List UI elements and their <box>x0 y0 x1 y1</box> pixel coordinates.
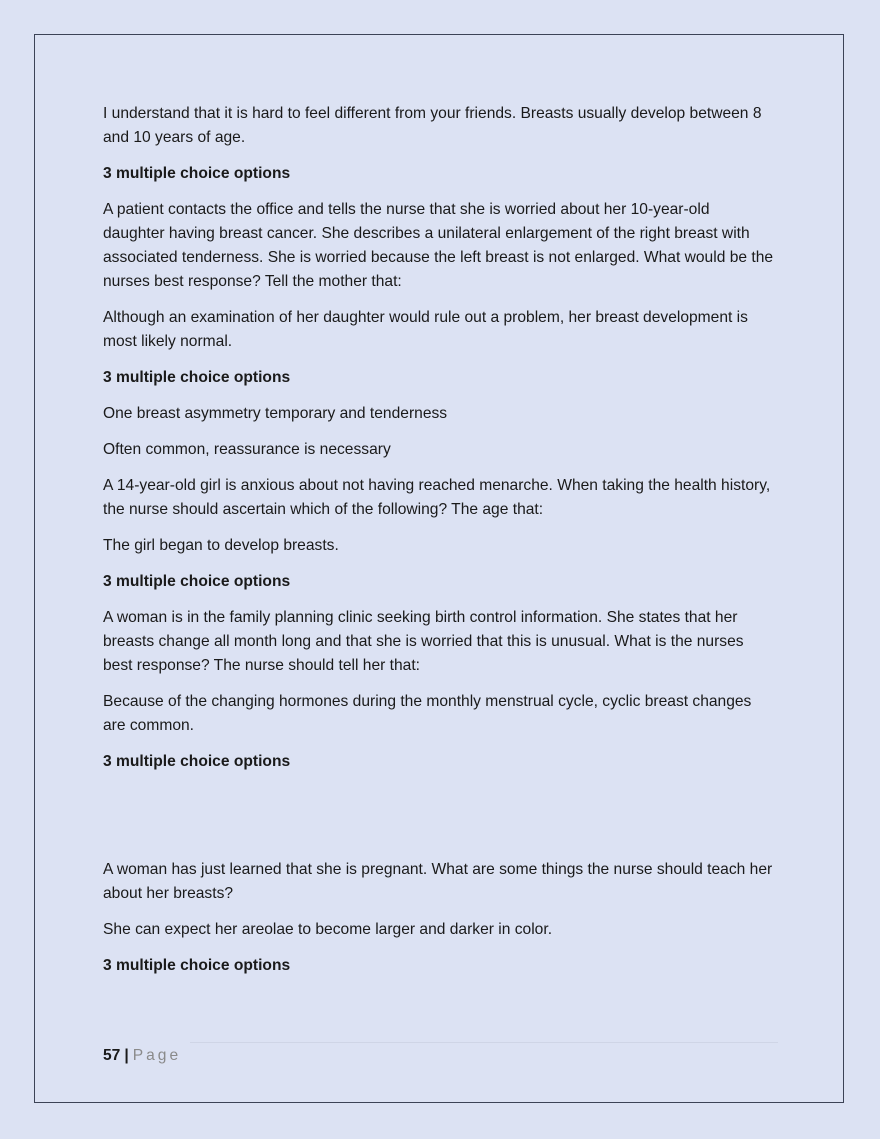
question-paragraph: A patient contacts the office and tells the nurse that she is worried about her 10-year-old daughter having breast cancer. She describes a unilateral enlargement of the right breast with associated tenderness. She is worried because the left breast is not enlarged. What would be the nurses best response? Tell the mother that: <box>103 201 774 290</box>
multiple-choice-label: 3 multiple choice options <box>103 369 291 386</box>
paragraph: I understand that it is hard to feel different from your friends. Breasts usually develop between 8 and 10 years of age. <box>103 105 762 146</box>
question-paragraph: A woman has just learned that she is pregnant. What are some things the nurse should teach her about her breasts? <box>103 861 773 902</box>
page-label: Page <box>132 1047 182 1064</box>
question-paragraph: A 14-year-old girl is anxious about not having reached menarche. When taking the health history, the nurse should ascertain which of the following? The age that: <box>103 477 771 518</box>
page-number: 57 <box>103 1047 121 1064</box>
multiple-choice-label: 3 multiple choice options <box>103 573 291 590</box>
multiple-choice-label: 3 multiple choice options <box>103 753 291 770</box>
multiple-choice-label: 3 multiple choice options <box>103 165 291 182</box>
answer-paragraph: She can expect her areolae to become larger and darker in color. <box>103 921 553 938</box>
page-footer <box>103 1045 181 1067</box>
answer-paragraph: One breast asymmetry temporary and tenderness <box>103 405 448 422</box>
multiple-choice-label: 3 multiple choice options <box>103 957 291 974</box>
answer-paragraph: Although an examination of her daughter would rule out a problem, her breast development is most likely normal. <box>103 309 748 350</box>
footer-separator: | <box>124 1047 129 1064</box>
blank-gap <box>103 786 775 858</box>
question-paragraph: A woman is in the family planning clinic seeking birth control information. She states that her breasts change all month long and that she is worried that this is unusual. What is the nurses best response? The nurse should tell her that: <box>103 609 744 674</box>
answer-paragraph: Often common, reassurance is necessary <box>103 441 391 458</box>
document-body <box>103 102 775 990</box>
answer-paragraph: Because of the changing hormones during the monthly menstrual cycle, cyclic breast changes are common. <box>103 693 752 734</box>
answer-paragraph: The girl began to develop breasts. <box>103 537 339 554</box>
footer-rule <box>190 1042 778 1043</box>
